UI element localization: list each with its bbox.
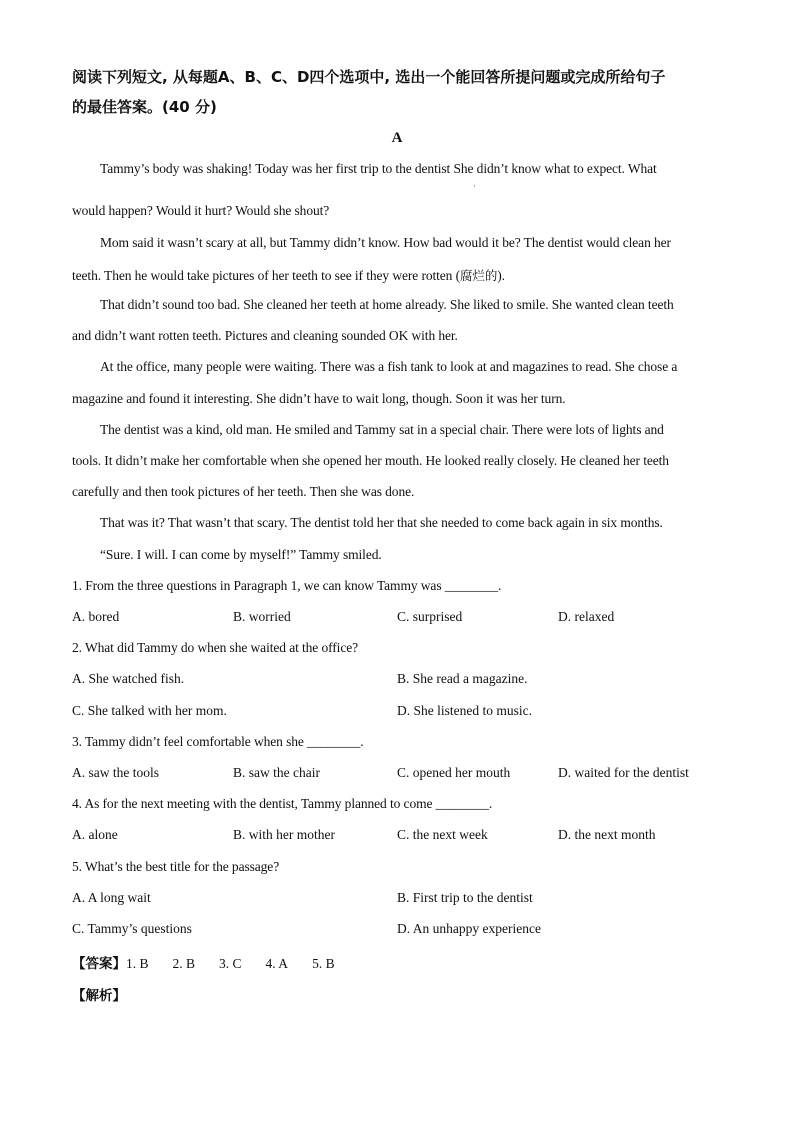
passage-text: ). <box>497 268 505 283</box>
answer-item: 1. B <box>126 956 149 971</box>
passage-line: would happen? Would it hurt? Would she shout? <box>72 203 330 218</box>
option: C. opened her mouth <box>397 765 511 780</box>
analysis-label: 【解析】 <box>72 988 126 1004</box>
option: D. She listened to music. <box>397 703 532 718</box>
passage-line: Mom said it wasn’t scary at all, but Tammy didn’t know. How bad would it be? The dentist would clean her <box>100 235 671 250</box>
rotten-gloss: 腐烂的 <box>460 268 498 283</box>
answer-label: 【答案】 <box>72 956 126 972</box>
option: A. A long wait <box>72 890 151 905</box>
question-stem: 5. What’s the best title for the passage? <box>72 859 280 874</box>
option: B. First trip to the dentist <box>397 890 533 905</box>
answer-item: 3. C <box>219 956 242 971</box>
passage-line: At the office, many people were waiting. There was a fish tank to look at and magazines to read. She chose a <box>100 359 678 374</box>
option: C. She talked with her mom. <box>72 703 227 718</box>
answer-item: 5. B <box>312 956 335 971</box>
passage-line: tools. It didn’t make her comfortable when she opened her mouth. He looked really closely. He cleaned her teeth <box>72 453 669 468</box>
answer-item: 2. B <box>172 956 196 971</box>
option: A. saw the tools <box>72 765 159 780</box>
instruction-line-2: 的最佳答案。(40 分) <box>72 98 217 116</box>
answer-item: 4. A <box>265 956 289 971</box>
option: D. the next month <box>558 827 656 842</box>
passage-line: carefully and then took pictures of her teeth. Then she was done. <box>72 484 415 499</box>
passage-line <box>72 266 505 284</box>
option: B. saw the chair <box>233 765 320 780</box>
option: A. She watched fish. <box>72 671 185 686</box>
analysis-line <box>72 984 126 1004</box>
instruction-line-1: 阅读下列短文, 从每题A、B、C、D四个选项中, 选出一个能回答所提问题或完成所给句子 <box>72 68 666 86</box>
passage-text: teeth. Then he would take pictures of her teeth to see if they were rotten ( <box>72 268 461 283</box>
option: C. Tammy’s questions <box>72 921 192 936</box>
passage-line: That didn’t sound too bad. She cleaned her teeth at home already. She liked to smile. She wanted clean teeth <box>100 297 674 312</box>
passage-line: “Sure. I will. I can come by myself!” Tammy smiled. <box>100 547 382 562</box>
option: D. An unhappy experience <box>397 921 541 936</box>
option: B. with her mother <box>233 827 335 842</box>
question-stem: 4. As for the next meeting with the dentist, Tammy planned to come ________. <box>72 796 493 811</box>
option: D. relaxed <box>558 609 615 624</box>
passage-line: Tammy’s body was shaking! Today was her first trip to the dentist She didn’t know what to expect. What <box>100 161 657 176</box>
section-title: A <box>391 130 403 146</box>
option: B. worried <box>233 609 291 624</box>
option: C. the next week <box>397 827 488 842</box>
option: B. She read a magazine. <box>397 671 528 686</box>
question-stem: 2. What did Tammy do when she waited at the office? <box>72 640 359 655</box>
option: D. waited for the dentist <box>558 765 689 780</box>
option: C. surprised <box>397 609 463 624</box>
emphasis-dot: · <box>473 182 476 191</box>
passage-line: and didn’t want rotten teeth. Pictures and cleaning sounded OK with her. <box>72 328 458 343</box>
option: A. alone <box>72 827 118 842</box>
passage-line: That was it? That wasn’t that scary. The dentist told her that she needed to come back again in six months. <box>100 515 663 530</box>
question-stem: 1. From the three questions in Paragraph 1, we can know Tammy was ________. <box>72 578 502 593</box>
option: A. bored <box>72 609 120 624</box>
question-stem: 3. Tammy didn’t feel comfortable when she ________. <box>72 734 364 749</box>
passage-line: The dentist was a kind, old man. He smiled and Tammy sat in a special chair. There were lots of lights and <box>100 422 664 437</box>
passage-line: magazine and found it interesting. She didn’t have to wait long, though. Soon it was her turn. <box>72 391 566 406</box>
answer-line <box>72 952 335 972</box>
